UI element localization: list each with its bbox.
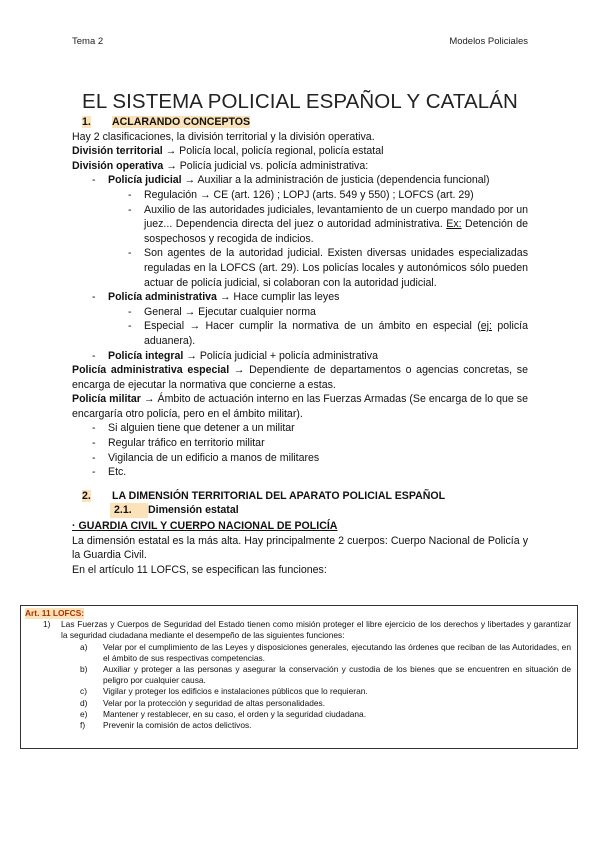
- list-item: - General → Ejecutar cualquier norma: [72, 305, 528, 320]
- section-2-title: LA DIMENSIÓN TERRITORIAL DEL APARATO POLICIAL ESPAÑOL: [112, 489, 446, 502]
- article-title: Art. 11 LOFCS:: [25, 608, 85, 618]
- subsection-2-1-title: Dimensión estatal: [148, 504, 239, 517]
- list-item: - Etc.: [72, 465, 528, 480]
- article-item: c) Vigilar y proteger los edificios e instalaciones públicos que lo requieran.: [80, 686, 368, 697]
- operativa-list: [72, 173, 528, 363]
- militar-list: [72, 421, 528, 479]
- document-body: [72, 114, 528, 577]
- header-left: Tema 2: [72, 36, 104, 47]
- article-item: f) Prevenir la comisión de actos delictivos.: [80, 720, 252, 731]
- list-item: - Regulación → CE (art. 126) ; LOPJ (arts. 549 y 550) ; LOFCS (art. 29): [72, 188, 528, 203]
- article-item: d) Velar por la protección y seguridad de altas personalidades.: [80, 697, 326, 708]
- list-item: - Policía judicial → Auxiliar a la administración de justicia (dependencia funcional): [72, 173, 528, 188]
- list-item: - Vigilancia de un edificio a manos de militares: [72, 451, 528, 466]
- militar-paragraph: Policía militar → Ámbito de actuación interno en las Fuerzas Armadas (Se encarga de lo que se encargaría otro policía, pero en el ámbito militar).: [72, 393, 528, 420]
- guardia-heading: · GUARDIA CIVIL Y CUERPO NACIONAL DE POLICÍA: [72, 520, 338, 533]
- list-item: - Policía integral → Policía judicial + policía administrativa: [72, 349, 528, 364]
- section-2-heading: [72, 489, 528, 504]
- list-item: - Policía administrativa → Hace cumplir las leyes: [72, 290, 528, 305]
- lofcs-paragraph: En el artículo 11 LOFCS, se especifican las funciones:: [72, 563, 327, 576]
- article-main-item: 1) Las Fuerzas y Cuerpos de Seguridad del Estado tienen como misión proteger el libre ejercicio de los derechos y libertades y garantizar la seguridad ciudadana mediante el desempeño de las siguientes funciones:: [43, 619, 571, 641]
- list-item: - Regular tráfico en territorio militar: [72, 436, 528, 451]
- header-right: Modelos Policiales: [449, 36, 528, 47]
- section-1-heading: [72, 115, 528, 130]
- operativa-line: División operativa → Policía judicial vs. policía administrativa:: [72, 159, 369, 172]
- article-item: b) Auxiliar y proteger a las personas y asegurar la conservación y custodia de los bienes que se encuentren en situación de peligro por cualquier causa.: [80, 664, 571, 686]
- section-2-number: 2.: [82, 489, 91, 502]
- section-1-number: 1.: [82, 116, 91, 128]
- subsection-2-1-heading: [110, 503, 528, 518]
- list-item: - Especial → Hacer cumplir la normativa de un ámbito en especial (ej: policía aduanera).: [72, 319, 528, 348]
- section-1-title: ACLARANDO CONCEPTOS: [112, 116, 251, 128]
- list-item: - Son agentes de la autoridad judicial. Existen diversas unidades especializadas reguladas en la LOFCS (art. 29). Los policías locales y autonómicos sólo pueden actuar de policía judicial, si colaboran con la autoridad judicial.: [72, 246, 528, 290]
- adm-especial-paragraph: Policía administrativa especial → Dependiente de departamentos o agencias concretas, se encarga de ejecutar la normativa que concierne a estas.: [72, 364, 528, 391]
- article-item: a) Velar por el cumplimiento de las Leyes y disposiciones generales, ejecutando las órdenes que reciban de las Autoridades, en el ámbito de sus respectivas competencias.: [80, 641, 571, 663]
- subsection-2-1-number: 2.1.: [110, 503, 148, 518]
- article-item: e) Mantener y restablecer, en su caso, el orden y la seguridad ciudadana.: [80, 708, 367, 719]
- list-item: - Si alguien tiene que detener a un militar: [72, 421, 528, 436]
- intro-paragraph: Hay 2 clasificaciones, la división territorial y la división operativa.: [72, 130, 375, 143]
- article-box: [20, 605, 578, 749]
- territorial-line: División territorial → Policía local, policía regional, policía estatal: [72, 145, 384, 158]
- page-title: EL SISTEMA POLICIAL ESPAÑOL Y CATALÁN: [82, 89, 518, 113]
- list-item: - Auxilio de las autoridades judiciales, levantamiento de un cuerpo mandado por un juez... Dependencia directa del juez o autoridad administrativa. Ex: Detención de sospechosos y recogida de indicios.: [72, 203, 528, 247]
- estatal-paragraph: La dimensión estatal es la más alta. Hay principalmente 2 cuerpos: Cuerpo Nacional de Policía y la Guardia Civil.: [72, 534, 528, 562]
